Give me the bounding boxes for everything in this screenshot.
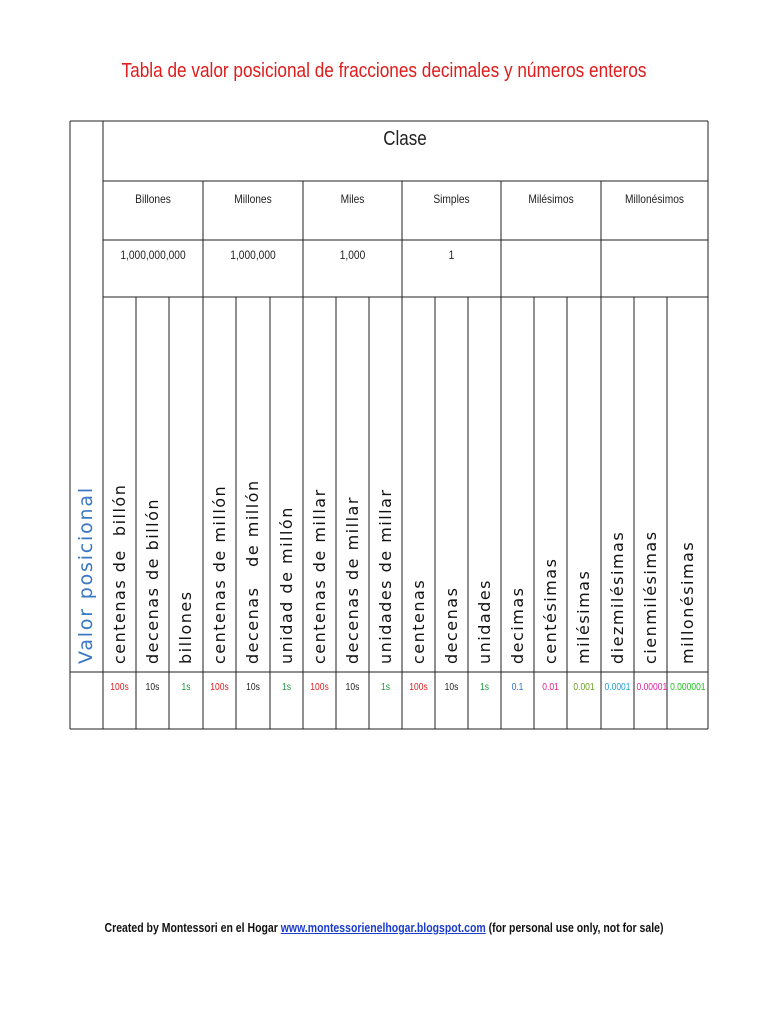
column-label-text: cienmilésimas: [640, 530, 660, 664]
page-title: Tabla de valor posicional de fracciones decimales y números enteros: [121, 60, 647, 82]
class-name: Billones: [135, 192, 171, 206]
column-value: 0.001: [573, 682, 595, 693]
column-value: 100s: [210, 682, 229, 693]
column-value: 1s: [381, 682, 390, 693]
footer-suffix: (for personal use only, not for sale): [485, 921, 664, 935]
column-value: 10s: [345, 682, 360, 693]
column-value: 100s: [110, 682, 129, 693]
class-name: Milésimos: [528, 192, 574, 206]
column-label-text: centenas: [408, 578, 428, 664]
class-number: 1,000,000,000: [120, 248, 186, 262]
class-number: 1,000: [339, 248, 366, 262]
class-name: Millonésimos: [625, 192, 684, 206]
column-label-text: unidades: [474, 578, 494, 664]
class-name: Miles: [340, 192, 365, 206]
column-label-text: decenas de millón: [243, 479, 262, 664]
class-number: 1,000,000: [230, 248, 276, 262]
column-label-text: decimas: [507, 586, 527, 664]
footer-prefix: Created by Montessori en el Hogar: [104, 921, 281, 935]
column-value: 1s: [181, 682, 191, 693]
column-value: 10s: [145, 682, 160, 693]
row-label-text: Valor posicional: [75, 486, 97, 664]
column-label-text: centenas de millón: [209, 484, 229, 664]
class-number: 1: [448, 248, 455, 262]
column-value: 0.1: [511, 682, 524, 693]
column-value: 10s: [444, 682, 459, 693]
column-label-text: unidad de millón: [276, 506, 296, 664]
class-name: Millones: [234, 192, 272, 206]
column-value: 0.0001: [604, 682, 631, 693]
column-label-text: centésimas: [540, 557, 560, 664]
column-label-text: milésimas: [574, 569, 593, 664]
column-value: 100s: [409, 682, 428, 693]
column-label-text: diezmilésimas: [607, 530, 627, 664]
column-label-text: decenas: [441, 586, 461, 664]
class-header: Clase: [383, 128, 427, 150]
column-label-text: centenas de billón: [109, 483, 129, 664]
column-label-text: decenas de billón: [142, 497, 162, 664]
column-value: 0.01: [542, 682, 559, 693]
footer-link[interactable]: www.montessorienelhogar.blogspot.com: [280, 921, 486, 935]
column-value: 1s: [282, 682, 291, 693]
column-label-text: centenas de millar: [309, 488, 329, 664]
column-label-text: decenas de millar: [342, 496, 362, 664]
class-name: Simples: [433, 192, 470, 206]
column-value: 10s: [246, 682, 260, 693]
column-value: 0.000001: [670, 682, 706, 693]
column-label-text: unidades de millar: [375, 488, 395, 664]
column-label-text: millonésimas: [677, 540, 697, 664]
column-label-text: billones: [176, 590, 195, 664]
column-value: 1s: [480, 682, 489, 693]
footer: [61, 921, 706, 935]
column-value: 0.00001: [636, 682, 668, 693]
column-value: 100s: [310, 682, 329, 693]
